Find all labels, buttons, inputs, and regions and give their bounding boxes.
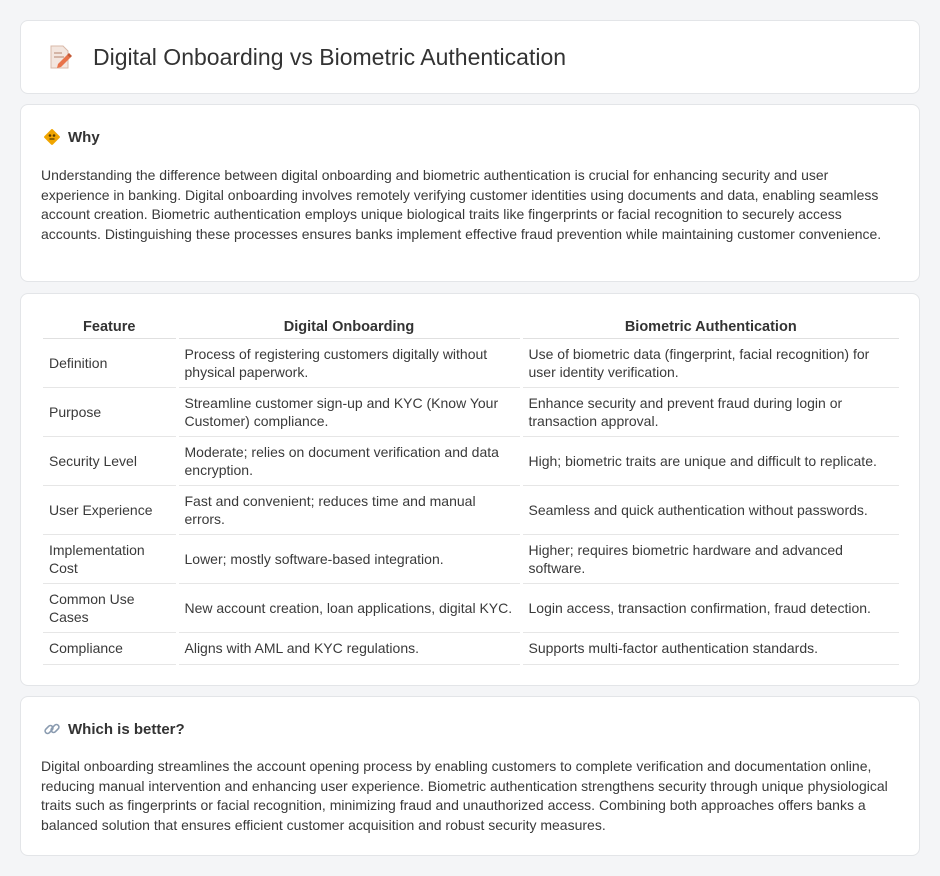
table-row (43, 583, 899, 632)
better-text: Digital onboarding streamlines the account opening process by enabling customers to complete verification and documentation online, reducing manual intervention and enhancing user experience. Biometric authentication strengthens security through unique physiological traits such as fingerprints or facial recognition, minimizing fraud and unauthorized access. Combining both approaches offers banks a balanced solution that ensures efficient customer acquisition and robust security measures. (41, 758, 888, 833)
comparison-card (20, 293, 920, 686)
digital-onboarding-cell: Fast and convenient; reduces time and manual errors. (177, 485, 521, 534)
why-header (43, 128, 100, 146)
biometric-cell: High; biometric traits are unique and difficult to replicate. (521, 436, 899, 485)
table-row (43, 534, 899, 583)
table-row (43, 485, 899, 534)
header-feature: Feature (43, 316, 177, 338)
feature-cell: Purpose (43, 387, 177, 436)
feature-cell: Compliance (43, 632, 177, 664)
diamond-sign-icon (43, 128, 61, 146)
document-pencil-icon (47, 44, 73, 70)
feature-cell: Security Level (43, 436, 177, 485)
table-row (43, 387, 899, 436)
digital-onboarding-cell: New account creation, loan applications, digital KYC. (177, 583, 521, 632)
comparison-table (43, 316, 899, 665)
feature-cell: Definition (43, 338, 177, 387)
which-better-card (20, 696, 920, 856)
header-digital-onboarding: Digital Onboarding (177, 316, 521, 338)
feature-cell: User Experience (43, 485, 177, 534)
biometric-cell: Higher; requires biometric hardware and advanced software. (521, 534, 899, 583)
biometric-cell: Seamless and quick authentication without passwords. (521, 485, 899, 534)
table-row (43, 436, 899, 485)
header-biometric-authentication: Biometric Authentication (521, 316, 899, 338)
page-title: Digital Onboarding vs Biometric Authentication (93, 43, 567, 70)
digital-onboarding-cell: Streamline customer sign-up and KYC (Know Your Customer) compliance. (177, 387, 521, 436)
table-row (43, 338, 899, 387)
why-card (20, 104, 920, 282)
table-header-row (43, 316, 899, 338)
biometric-cell: Use of biometric data (fingerprint, facial recognition) for user identity verification. (521, 338, 899, 387)
title-card (20, 20, 920, 94)
biometric-cell: Login access, transaction confirmation, fraud detection. (521, 583, 899, 632)
digital-onboarding-cell: Aligns with AML and KYC regulations. (177, 632, 521, 664)
biometric-cell: Supports multi-factor authentication standards. (521, 632, 899, 664)
better-header (43, 720, 185, 738)
digital-onboarding-cell: Lower; mostly software-based integration. (177, 534, 521, 583)
digital-onboarding-cell: Moderate; relies on document verification and data encryption. (177, 436, 521, 485)
table-row (43, 632, 899, 664)
link-icon (43, 720, 61, 738)
digital-onboarding-cell: Process of registering customers digitally without physical paperwork. (177, 338, 521, 387)
why-text: Understanding the difference between digital onboarding and biometric authentication is crucial for enhancing security and user experience in banking. Digital onboarding involves remotely verifying customer identities using documents and data, enabling seamless account creation. Biometric authentication employs unique biological traits like fingerprints or facial recognition to securely access accounts. Distinguishing these processes ensures banks implement effective fraud prevention while maintaining customer convenience. (41, 167, 882, 242)
better-title: Which is better? (68, 720, 185, 738)
feature-cell: Implementation Cost (43, 534, 177, 583)
feature-cell: Common Use Cases (43, 583, 177, 632)
biometric-cell: Enhance security and prevent fraud during login or transaction approval. (521, 387, 899, 436)
why-title: Why (68, 128, 100, 146)
